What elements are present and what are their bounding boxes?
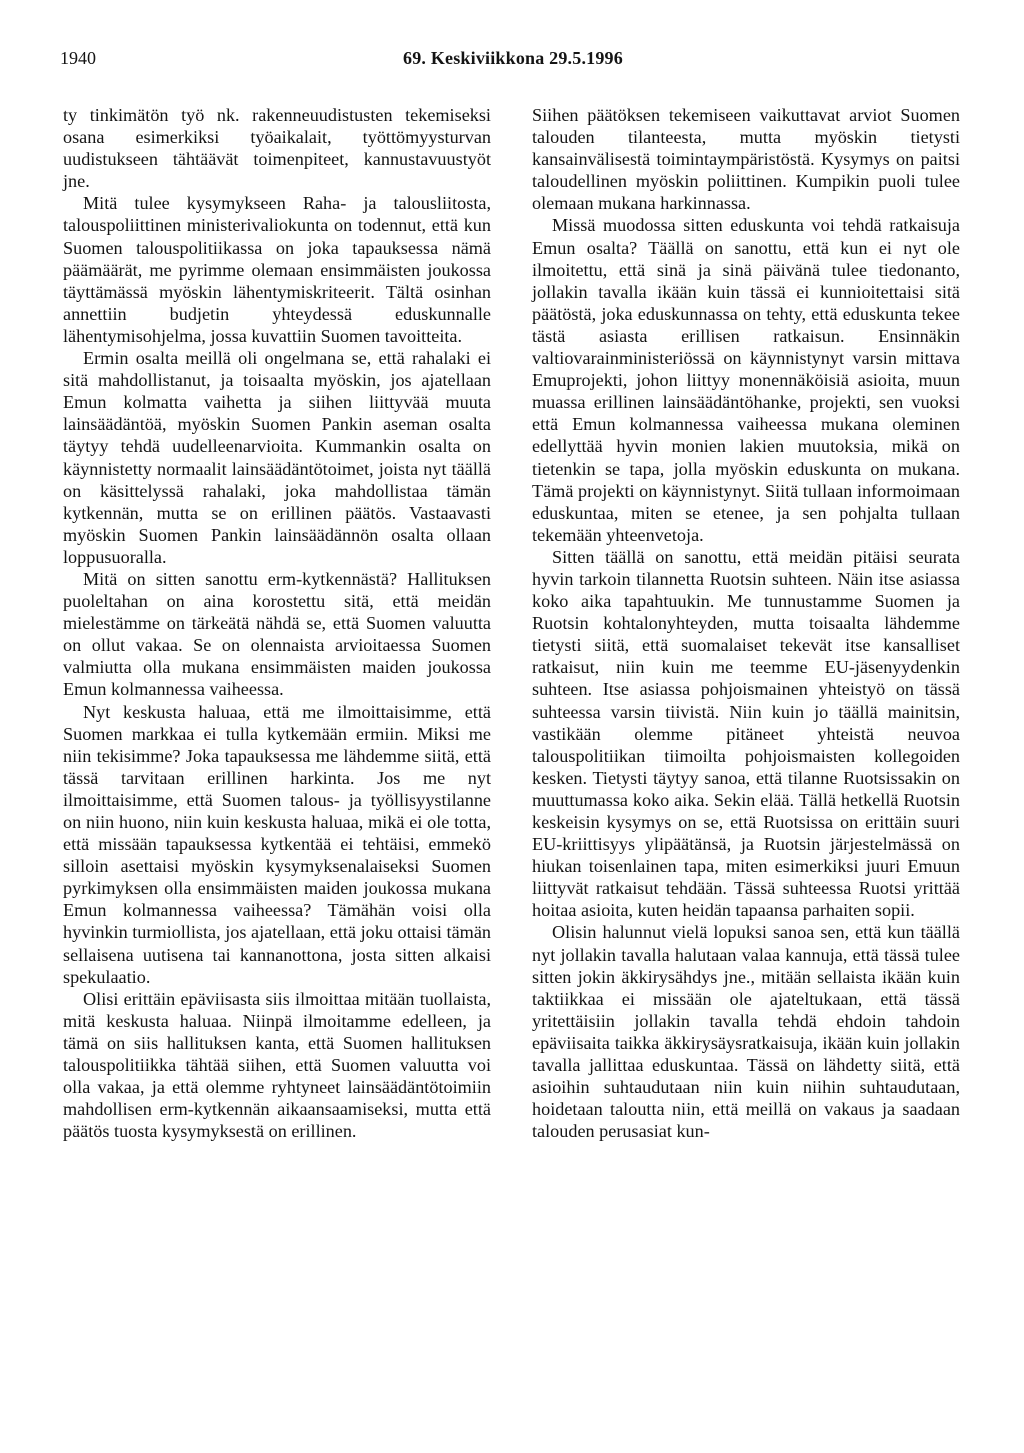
- right-text-column: [532, 104, 960, 1142]
- left-text-column: [63, 104, 491, 1142]
- page-number: 1940: [60, 48, 96, 68]
- paragraph: Olisi erittäin epäviisasta siis ilmoittaa mitään tuollaista, mitä keskusta haluaa. Niinpä ilmoitamme edelleen, ja tämä on siis hallituksen kanta, että Suomen hallituksen talouspolitiikka tähtää siihen, että Suomen valuutta voi olla vakaa, ja että olemme ryhtyneet lainsäädäntötoimiin mahdollisen erm-kytkennän aikaansaamiseksi, mutta että päätös tuosta kysymyksestä on erillinen.: [63, 988, 491, 1142]
- page-header: [60, 48, 966, 74]
- paragraph: ty tinkimätön työ nk. rakenneuudistusten tekemiseksi osana esimerkiksi työaikalait, työttömyysturvan uudistukseen tähtäävät toimenpiteet, kannustavuustyöt jne.: [63, 105, 491, 192]
- paragraph: Olisin halunnut vielä lopuksi sanoa sen, että kun täällä nyt jollakin tavalla halutaan valaa kannuja, että tässä tulee sitten jokin äkkirysähdys jne., mitään sellaista ikään kuin taktiikkaa ei missään ole ajateltukaan, että tässä yritettäisiin jollakin tavalla tehdä ehdoin tahdoin epäviisaita taikka äkkirysäysratkaisuja, ikään kuin jollakin tavalla jallittaa eduskuntaa. Tässä on lähdetty siitä, että asioihin suhtaudutaan niin kuin niihin suhtaudutaan, hoidetaan taloutta niin, että meillä on vakaus ja saadaan talouden perusasiat kun-: [532, 922, 960, 1142]
- paragraph: Ermin osalta meillä oli ongelmana se, että rahalaki ei sitä mahdollistanut, ja toisaalta myöskin, jos ajatellaan Emun kolmatta vaihetta ja siihen liittyvää muuta lainsäädäntöä, myöskin Suomen Pankin aseman osalta täytyy tehdä uudelleenarvioita. Kummankin osalta on käynnistetty normaalit lainsäädäntötoimet, joista nyt täällä on käsittelyssä rahalaki, joka mahdollistaa tämän kytkennän, mutta se on erillinen päätös. Vastaavasti myöskin Suomen Pankin lainsäädännön osalta ollaan loppusuoralla.: [63, 348, 491, 567]
- paragraph: Nyt keskusta haluaa, että me ilmoittaisimme, että Suomen markkaa ei tulla kytkemään ermiin. Miksi me niin tekisimme? Joka tapauksessa me lähdemme siitä, että tässä tarvitaan erillinen harkinta. Jos me nyt ilmoittaisimme, että Suomen talous- ja työllisyystilanne on niin huono, niin kuin keskusta haluaa, mikä ei ole totta, että missään tapauksessa kytkentää ei tehtäisi, emmekö silloin asettaisi myöskin kysymyksenalaiseksi Suomen pyrkimyksen olla ensimmäisten maiden joukossa mukana Emun kolmannessa vaiheessa? Tämähän voisi olla hyvinkin turmiollista, jos ajatellaan, että joku ottaisi tämän sellaisena uutisena tai kannanottona, josta sitten alkaisi spekulaatio.: [63, 701, 491, 987]
- session-title: 69. Keskiviikkona 29.5.1996: [403, 48, 623, 68]
- paragraph: Siihen päätöksen tekemiseen vaikuttavat arviot Suomen talouden tilanteesta, mutta myöskin tietysti kansainvälisestä toimintaympäristöstä. Kysymys on paitsi taloudellinen myöskin poliittinen. Kumpikin puoli tulee olemaan mukana harkinnassa.: [532, 105, 960, 214]
- paragraph: Missä muodossa sitten eduskunta voi tehdä ratkaisuja Emun osalta? Täällä on sanottu, että kun ei nyt ole ilmoitettu, että sinä ja sinä päivänä tulee tiedonanto, jollakin tavalla ikään kuin tässä ei kunnioitettaisi sitä päätöstä, joka eduskunnassa on tehty, että eduskunta tekee tästä asiasta erillisen ratkaisun. Ensinnäkin valtiovarainministeriössä on käynnistynyt varsin mittava Emuprojekti, johon liittyy monennäköisiä asioita, muun muassa erillinen lainsäädäntöhanke, projekti, sen vuoksi että Emun kolmannessa vaiheessa mukana oleminen edellyttää hyvin monien lakien muutoksia, mikä on tietenkin se tapa, jolla myöskin eduskunta on mukana. Tämä projekti on käynnistynyt. Siitä tullaan informoimaan eduskuntaa, miten se etenee, ja sen pohjalta tullaan tekemään yhteenvetoja.: [532, 215, 960, 545]
- paragraph: Sitten täällä on sanottu, että meidän pitäisi seurata hyvin tarkoin tilannetta Ruotsin suhteen. Näin itse asiassa koko aika tapahtuukin. Me tunnustamme Suomen ja Ruotsin kohtalonyhteyden, mutta toisaalta lähdemme tietysti siitä, että suomalaiset tekevät itse kansalliset ratkaisut, niin kuin me teemme EU-jäsenyydenkin suhteen. Itse asiassa pohjoismainen yhteistyö on tässä suhteessa varsin tiivistä. Niin kuin jo täällä mainitsin, vastikään olemme pitäneet yhteistä neuvoa talouspolitiikan tiimoilta pohjoismaisten kollegoiden kesken. Tietysti täytyy sanoa, että tilanne Ruotsissakin on muuttumassa koko aika. Sekin elää. Tällä hetkellä Ruotsin keskeisin kysymys on se, että Ruotsissa on erittäin suuri EU-kriittisyys ylipäätänsä, ja Ruotsin järjestelmässä on hiukan toisenlainen tapa, miten esimerkiksi juuri Emuun liittyvät ratkaisut tehdään. Tässä suhteessa Ruotsi yrittää hoitaa asioita, kuten heidän tapaansa parhaiten sopii.: [532, 546, 960, 921]
- paragraph: Mitä on sitten sanottu erm-kytkennästä? Hallituksen puoleltahan on aina korostettu sitä, että meidän mielestämme on tärkeätä nähdä se, että Suomen valuutta on ollut vakaa. Se on olennaista arvioitaessa Suomen valmiutta olla mukana ensimmäisten maiden joukossa Emun kolmannessa vaiheessa.: [63, 568, 491, 700]
- paragraph: Mitä tulee kysymykseen Raha- ja talousliitosta, talouspoliittinen ministerivaliokunta on todennut, että kun Suomen talouspolitiikassa on joka tapauksessa nämä päämäärät, me pyrimme olemaan ensimmäisten joukossa täyttämässä myöskin lähentymiskriteerit. Tältä osinhan annettiin budjetin yhteydessä eduskunnalle lähentymisohjelma, jossa kuvattiin Suomen tavoitteita.: [63, 193, 491, 346]
